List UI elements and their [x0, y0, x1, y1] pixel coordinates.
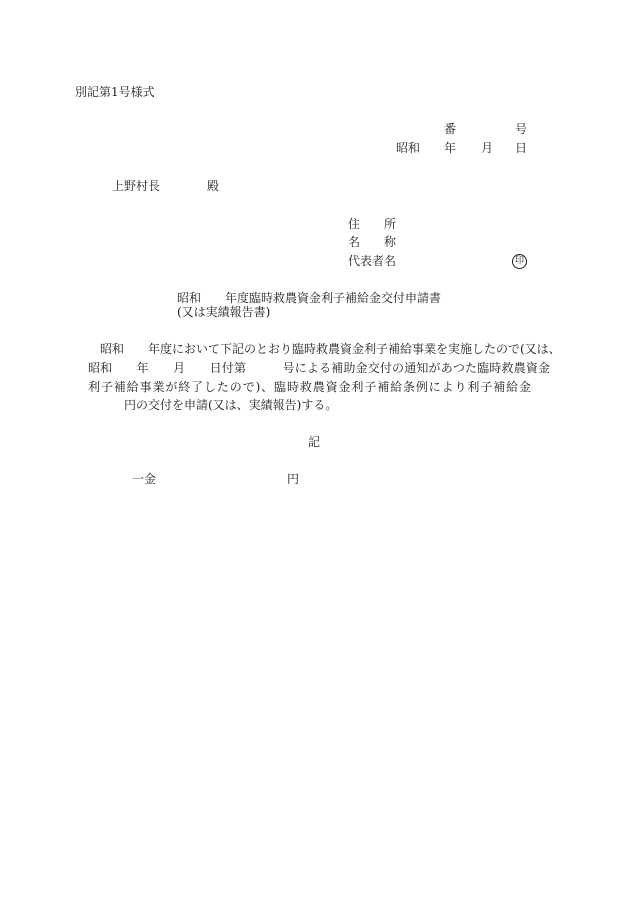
date-era: 昭和 — [396, 141, 421, 155]
amount-prefix: 一金 — [132, 472, 157, 486]
date-year: 年 — [444, 141, 457, 155]
addressee-name: 上野村長 — [112, 179, 161, 193]
note-heading: 記 — [308, 435, 321, 449]
representative-label: 代表者名 — [348, 254, 397, 268]
date-month: 月 — [481, 141, 494, 155]
addressee-honorific: 殿 — [207, 179, 220, 193]
amount-unit: 円 — [287, 472, 300, 486]
body-line: 円の交付を申請(又は、実績報告)する。 — [124, 398, 338, 412]
address-label: 住 所 — [348, 217, 397, 231]
seal-icon: 印 — [512, 254, 527, 269]
body-line: 利子補給事業が終了したので)、臨時救農資金利子補給条例により利子補給金 — [88, 380, 531, 394]
document-title-alternate: (又は実績報告書) — [177, 305, 271, 319]
name-label: 名 称 — [348, 235, 397, 249]
date-day: 日 — [515, 141, 528, 155]
number-suffix: 号 — [515, 122, 528, 136]
document-title: 昭和 年度臨時救農資金利子補給金交付申請書 — [177, 291, 442, 305]
body-line: 昭和 年 月 日付第 号による補助金交付の通知があつた臨時救農資金 — [88, 361, 550, 375]
number-label: 番 — [444, 122, 457, 136]
body-line: 昭和 年度において下記のとおり臨時救農資金利子補給事業を実施したので(又は、 — [100, 342, 561, 356]
form-label: 別記第1号様式 — [75, 85, 155, 99]
